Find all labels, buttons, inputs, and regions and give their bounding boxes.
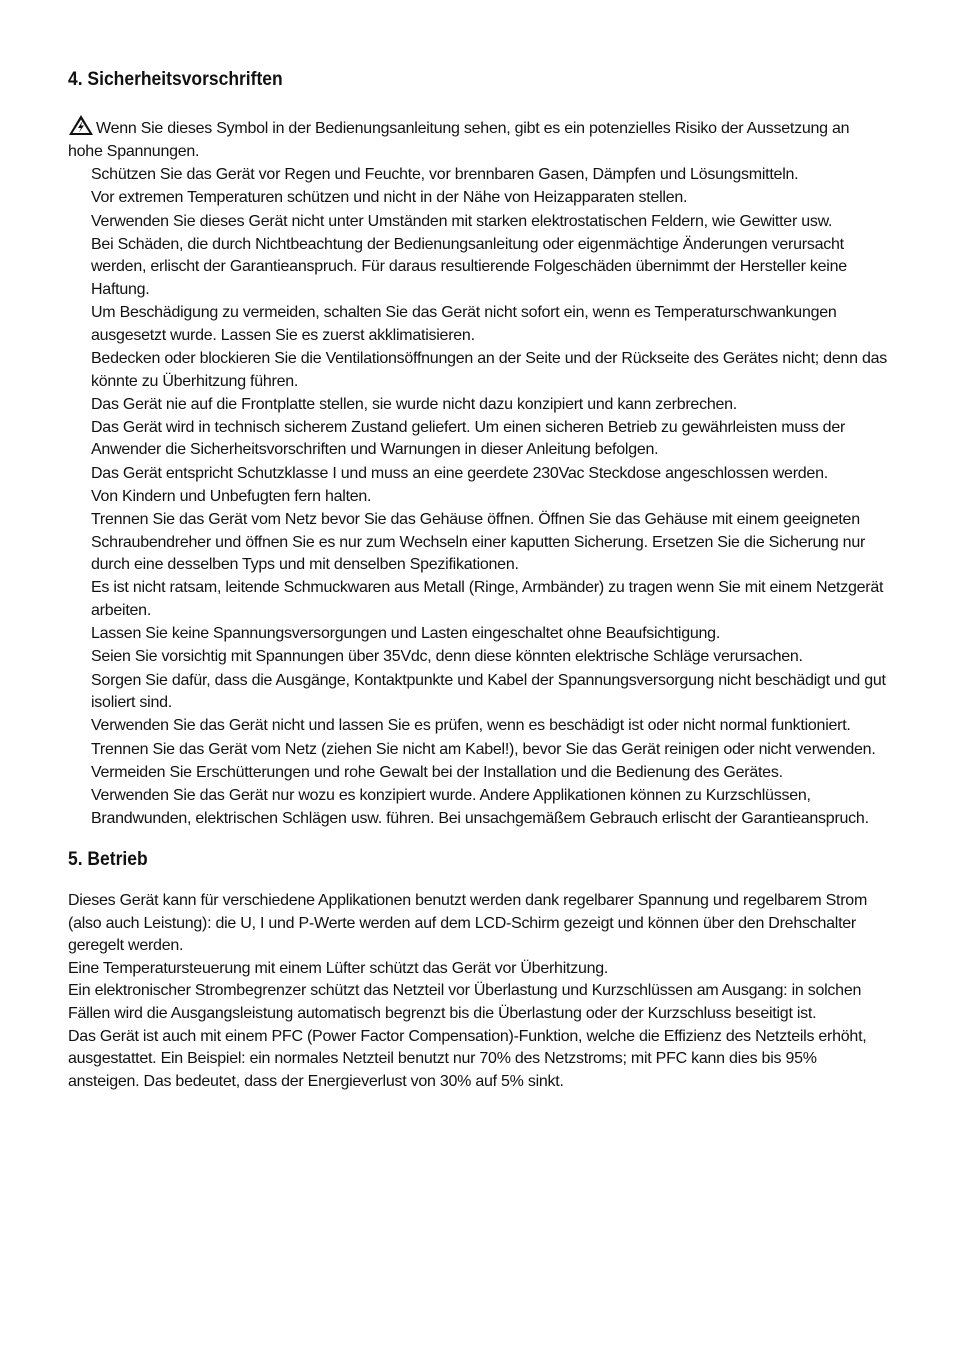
section-5-title: 5. Betrieb bbox=[68, 849, 148, 871]
list-item: Das Gerät nie auf die Frontplatte stellen, sie wurde nicht dazu konzipiert und kann zerbrechen. bbox=[91, 395, 737, 413]
list-item: Vermeiden Sie Erschütterungen und rohe Gewalt bei der Installation und die Bedienung des Gerätes. bbox=[91, 763, 783, 781]
list-item: Seien Sie vorsichtig mit Spannungen über 35Vdc, denn diese könnten elektrische Schläge verursachen. bbox=[91, 648, 803, 666]
list-item: Das Gerät entspricht Schutzklasse I und muss an eine geerdete 230Vac Steckdose angeschlossen werden. bbox=[91, 464, 828, 482]
section-4-title: 4. Sicherheitsvorschriften bbox=[68, 69, 283, 90]
warning-intro-text: Wenn Sie dieses Symbol in der Bedienungsanleitung sehen, gibt es ein potenzielles Risiko der Aussetzung an hohe Spannungen. bbox=[68, 120, 850, 160]
list-item: Vor extremen Temperaturen schützen und nicht in der Nähe von Heizapparaten stellen. bbox=[91, 189, 688, 207]
list-item: Das Gerät wird in technisch sicherem Zustand geliefert. Um einen sicheren Betrieb zu gewährleisten muss der Anwender die Sicherheitsvorschriften und Warnungen in dieser Anleitung befolgen. bbox=[91, 418, 846, 459]
list-item: Trennen Sie das Gerät vom Netz (ziehen Sie nicht am Kabel!), bevor Sie das Gerät reinigen oder nicht verwenden. bbox=[91, 740, 876, 758]
operation-text bbox=[68, 890, 888, 1093]
manual-page bbox=[68, 66, 888, 1093]
list-item: Bedecken oder blockieren Sie die Ventilationsöffnungen an der Seite und der Rückseite des Gerätes nicht; denn das könnte zu Überhitzung führen. bbox=[91, 349, 887, 390]
list-item: Lassen Sie keine Spannungsversorgungen und Lasten eingeschaltet ohne Beaufsichtigung. bbox=[91, 625, 721, 643]
list-item: Sorgen Sie dafür, dass die Ausgänge, Kontaktpunkte und Kabel der Spannungsversorgung nicht beschädigt und gut isoliert sind. bbox=[91, 671, 886, 712]
paragraph: Ein elektronischer Strombegrenzer schützt das Netzteil vor Überlastung und Kurzschlüssen am Ausgang: in solchen Fällen wird die Ausgangsleistung automatisch begrenzt bis die Überlastung oder der Kurzschluss beseitigt ist. bbox=[68, 982, 862, 1023]
list-item: Verwenden Sie das Gerät nicht und lassen Sie es prüfen, wenn es beschädigt ist oder nicht normal funktioniert. bbox=[91, 717, 851, 735]
list-item: Verwenden Sie das Gerät nur wozu es konzipiert wurde. Andere Applikationen können zu Kurzschlüssen, Brandwunden, elektrischen Schlägen usw. führen. Bei unsachgemäßem Gebrauch erlischt der Garantieanspruch. bbox=[91, 786, 869, 827]
warning-triangle-icon bbox=[68, 114, 94, 136]
list-item: Von Kindern und Unbefugten fern halten. bbox=[91, 487, 372, 505]
warning-intro bbox=[68, 114, 888, 163]
list-item: Trennen Sie das Gerät vom Netz bevor Sie das Gehäuse öffnen. Öffnen Sie das Gehäuse mit einem geeigneten Schraubendreher und öffnen Sie es nur zum Wechseln einer kaputten Sicherung. Ersetzen Sie die Sicherung nur durch eine desselben Typs und mit denselben Spezifikationen. bbox=[91, 511, 866, 574]
paragraph: Dieses Gerät kann für verschiedene Applikationen benutzt werden dank regelbarer Spannung und regelbarem Strom (also auch Leistung): die U, I und P-Werte werden auf dem LCD-Schirm gezeigt und können über den Drehschalter geregelt werden. bbox=[68, 892, 868, 955]
list-item: Schützen Sie das Gerät vor Regen und Feuchte, vor brennbaren Gasen, Dämpfen und Lösungsmitteln. bbox=[91, 166, 799, 184]
list-item: Um Beschädigung zu vermeiden, schalten Sie das Gerät nicht sofort ein, wenn es Temperaturschwankungen ausgesetzt wurde. Lassen Sie es zuerst akklimatisieren. bbox=[91, 304, 837, 344]
list-item: Bei Schäden, die durch Nichtbeachtung der Bedienungsanleitung oder eigenmächtige Änderungen verursacht werden, erlischt der Garantieanspruch. Für daraus resultierende Folgeschäden übernimmt der Hersteller keine Haftung. bbox=[91, 235, 847, 298]
paragraph: Eine Temperatursteuerung mit einem Lüfter schützt das Gerät vor Überhitzung. bbox=[68, 959, 609, 977]
safety-list bbox=[68, 164, 888, 830]
list-item: Es ist nicht ratsam, leitende Schmuckwaren aus Metall (Ringe, Armbänder) zu tragen wenn Sie mit einem Netzgerät arbeiten. bbox=[91, 579, 884, 619]
list-item: Verwenden Sie dieses Gerät nicht unter Umständen mit starken elektrostatischen Feldern, wie Gewitter usw. bbox=[91, 212, 833, 230]
paragraph: Das Gerät ist auch mit einem PFC (Power Factor Compensation)-Funktion, welche die Effizienz des Netzteils erhöht, ausgestattet. Ein Beispiel: ein normales Netzteil benutzt nur 70% des Netzstroms; mit PFC kann dies bis 95% ansteigen. Das bedeutet, dass der Energieverlust von 30% auf 5% sinkt. bbox=[68, 1027, 867, 1090]
